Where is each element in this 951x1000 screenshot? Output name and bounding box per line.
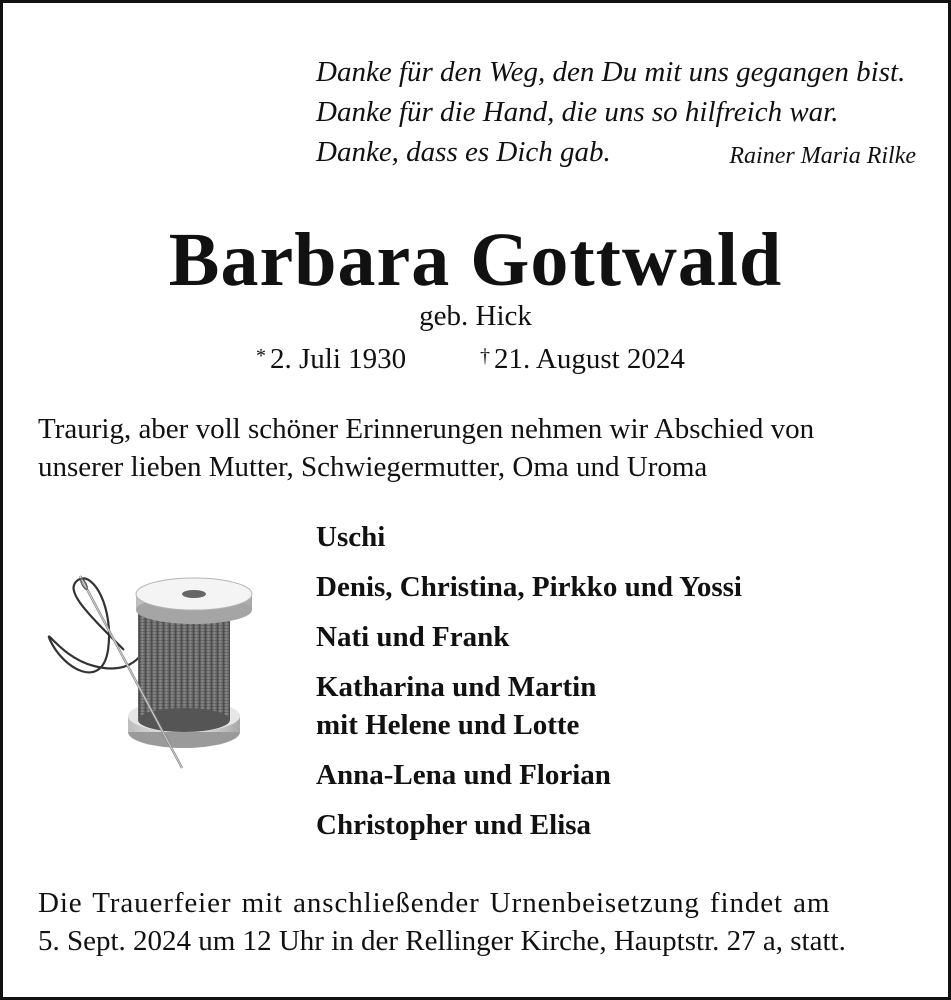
mourner-line: Uschi — [316, 521, 386, 553]
quote-line: Danke für die Hand, die uns so hilfreich war. — [316, 96, 839, 128]
loose-thread — [49, 578, 148, 672]
mourner-entry — [316, 518, 916, 556]
birth-date-text: 2. Juli 1930 — [270, 343, 407, 375]
mourner-line: Katharina und Martin — [316, 671, 597, 703]
ceremony-line: 5. Sept. 2024 um 12 Uhr in der Rellinger Kirche, Hauptstr. 27 a, statt. — [38, 925, 846, 957]
thread-spool-with-needle-icon — [44, 570, 264, 780]
mourners-list — [316, 518, 916, 856]
birth-date — [256, 338, 406, 377]
intro-line: Traurig, aber voll schöner Erinnerungen nehmen wir Abschied von — [38, 413, 815, 445]
rilke-quote — [316, 52, 916, 172]
intro-line: unserer lieben Mutter, Schwiegermutter, Oma und Uroma — [38, 451, 708, 483]
birth-star-icon: * — [256, 345, 266, 367]
intro-text — [38, 410, 918, 486]
maiden-name — [0, 298, 951, 334]
mourner-entry — [316, 568, 916, 606]
mourner-line: mit Helene und Lotte — [316, 709, 580, 741]
mourner-line: Christopher und Elisa — [316, 809, 592, 841]
ceremony-line: Die Trauerfeier mit anschließender Urnenbeisetzung findet am — [38, 887, 831, 919]
death-date — [480, 338, 685, 377]
quote-author: Rainer Maria Rilke — [729, 143, 916, 169]
mourner-entry — [316, 618, 916, 656]
mourner-line: Denis, Christina, Pirkko und Yossi — [316, 571, 742, 603]
death-date-text: 21. August 2024 — [494, 343, 685, 375]
mourner-entry — [316, 756, 916, 794]
deceased-name: Barbara Gottwald — [168, 218, 783, 302]
maiden-name-text: geb. Hick — [419, 300, 532, 332]
quote-line: Danke für den Weg, den Du mit uns gegangen bist. — [316, 56, 906, 88]
quote-line: Danke, dass es Dich gab. — [316, 136, 611, 168]
ceremony-info — [38, 884, 918, 960]
mourner-entry — [316, 668, 916, 744]
death-cross-icon: † — [480, 345, 490, 367]
mourner-line: Nati und Frank — [316, 621, 510, 653]
mourner-line: Anna-Lena und Florian — [316, 759, 611, 791]
mourner-entry — [316, 806, 916, 844]
